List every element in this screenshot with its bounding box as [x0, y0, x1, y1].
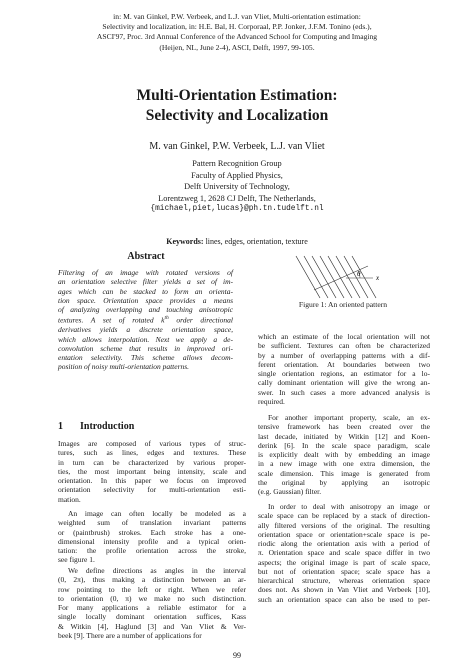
abstract-line: entation selectivity. This scheme allows decom-: [58, 353, 233, 363]
text-line: orientation space or orientation+scale space is pe-: [258, 529, 430, 539]
affiliation-line: Lorentzweg 1, 2628 CJ Delft, The Netherlands,: [158, 193, 316, 203]
text-line: ties, the most important being intensity, scale and: [58, 466, 246, 476]
text-line: but not of orientation space; scale space has a: [258, 566, 430, 576]
citation-line: in: M. van Ginkel, P.W. Verbeek, and L.J. van Vliet, Multi-orientation estimation:: [113, 12, 361, 21]
text-line: which an estimate of the local orientation will not: [258, 332, 430, 341]
abstract-line: of analyzing overlapping and touching anisotropic: [58, 305, 233, 315]
affiliation: [40, 158, 434, 216]
authors: M. van Ginkel, P.W. Verbeek, L.J. van Vliet: [149, 141, 325, 152]
text-line: riodic along the orientation axis with a period of: [258, 539, 430, 548]
citation-line: Selectivity and localization, in: H.E. Bal, H. Corporaal, P.P. Jonker, J.F.M. Tonino (eds.),: [102, 22, 372, 32]
email-address: {michael,piet,lucas}@ph.tn.tudelft.nl: [150, 205, 324, 214]
text-line: We define directions as angles in the interval: [68, 566, 246, 575]
intro-paragraph-2: [58, 509, 246, 565]
text-line: in a new image with one extra dimension, the: [258, 459, 430, 469]
citation-line: (Heijen, NL, June 2-4), ASCI, Delft, 1997, 99-105.: [159, 42, 315, 52]
text-line: tensive framework has been created over the: [258, 422, 430, 432]
text-line: π. Orientation space and scale space differ in two: [258, 548, 430, 558]
text-line: weighted sum of translation invariant patterns: [58, 518, 246, 528]
title-line: Multi-Orientation Estimation:: [136, 87, 338, 104]
text-line: the original by applying an isotropic: [258, 477, 430, 487]
figure-caption: Figure 1: An oriented pattern: [298, 300, 388, 309]
pattern-stripes: [296, 256, 376, 298]
intro-paragraph-3: [58, 566, 246, 640]
abstract-line: derivatives yields a discrete orientation space,: [58, 325, 233, 335]
text-line: such an orientation space can also be used to per-: [258, 594, 430, 604]
text-line: be sufficient. Textures can often be characterized: [258, 341, 430, 351]
section-heading: [58, 421, 134, 432]
text-line: derink [6]. In the scale space paradigm, scale: [258, 440, 430, 450]
paper-title: [40, 86, 434, 126]
affiliation-line: Faculty of Applied Physics,: [191, 170, 283, 180]
text-line: For another important property, scale, an ex-: [268, 413, 430, 422]
keywords: [40, 236, 434, 247]
intro-paragraph-1: [58, 439, 246, 504]
keywords-list: lines, edges, orientation, texture: [205, 237, 308, 246]
abstract-line: ages which can be stacked to form an orienta-: [58, 286, 233, 296]
section-title: Introduction: [80, 421, 135, 432]
abstract-line: which allows interpolation. Next we apply a de-: [58, 334, 233, 344]
title-line: Selectivity and Localization: [145, 107, 329, 124]
text-line: single locally dominant orientation suffices, Kass: [58, 612, 246, 622]
x-label: x: [376, 274, 380, 282]
text-line: last decade, initiated by Witkin [12] and Koen-: [258, 431, 430, 441]
theta-label: θ: [357, 270, 361, 278]
section-number: 1: [58, 421, 63, 432]
text-line: by a number of overlapping patterns with a dif-: [258, 350, 430, 360]
text-line: ally filtered versions of the original. The resulting: [258, 520, 430, 530]
text-line: Images are composed of various types of struc-: [58, 439, 246, 448]
right-paragraph-3: [258, 502, 430, 604]
affiliation-line: Delft University of Technology,: [184, 182, 290, 192]
page-number: 99: [233, 651, 241, 660]
text-line: swer. In such cases a more advanced analysis is: [258, 387, 430, 397]
text-line: ferent orientation. At boundaries between two: [258, 359, 430, 369]
text-line: scale dimension. This image is generated from: [258, 468, 430, 478]
text-line: does not. As shown in Van Vliet and Verbeek [10],: [258, 585, 430, 595]
abstract-line: tion space. Orientation space provides a means: [58, 295, 233, 305]
citation-header: [40, 12, 434, 53]
text-line: single orientation regions, an estimator for a lo-: [258, 369, 430, 378]
text-line: An image can often locally be modeled as a: [68, 509, 246, 518]
text-line: aspects; the original image is part of scale space,: [258, 557, 430, 567]
text-line: & Witkin [4], Haglund [3] and Van Vliet & Ver-: [58, 621, 246, 631]
text-line: cally dominant orientation will give the wrong an-: [258, 378, 430, 388]
text-line: to orientation (0, π) we make no such distinction.: [58, 593, 246, 603]
text-line: dimensional intensity profile and a typical orien-: [58, 536, 246, 546]
text-line: or (paintbrush) strokes. Each stroke has a one-: [58, 527, 246, 537]
abstract-line-tail: order directional: [168, 315, 233, 325]
text-line: required.: [258, 396, 285, 406]
abstract-body: [58, 268, 233, 372]
text-line: orientation selectivity for multi-orientation esti-: [58, 485, 246, 495]
abstract-line: position of noisy multi-orientation patterns.: [58, 362, 190, 372]
abstract-heading: Abstract: [127, 251, 165, 262]
citation-line: ASCI'97, Proc. 3rd Annual Conference of the Advanced School for Computing and Imaging: [96, 32, 378, 42]
text-line: beek [9]. There are a number of applications for: [58, 630, 202, 640]
text-line: in turn can be characterized by various proper-: [58, 457, 246, 467]
text-line: (0, 2π), thus making a distinction between an ar-: [58, 575, 246, 585]
text-line: see figure 1.: [58, 555, 95, 565]
text-line: row pointing to the left or right. When we refer: [58, 584, 246, 594]
text-line: In order to deal with anisotropy an image or: [268, 502, 430, 511]
abstract-line-head: textures. A set of rotated k: [58, 315, 165, 325]
abstract-line: Filtering of an image with rotated versions of: [58, 268, 233, 277]
abstract-line: an orientation selective filter yields a set of im-: [58, 277, 233, 287]
text-line: is explicitly dealt with by embedding an image: [258, 450, 430, 459]
text-line: hierarchical structure, whereas orientation space: [258, 576, 430, 585]
right-paragraph-1: [258, 332, 430, 406]
text-line: tation: the profile orientation across the stroke,: [58, 546, 246, 555]
abstract-line: convolution scheme that results in improved ori-: [58, 343, 233, 353]
affiliation-line: Pattern Recognition Group: [192, 159, 282, 168]
text-line: mation.: [58, 494, 81, 504]
text-line: For many applications a reliable estimator for a: [58, 603, 246, 612]
text-line: (e.g. Gaussian) filter.: [258, 487, 322, 496]
keywords-label: Keywords:: [166, 237, 204, 246]
oriented-pattern-figure: [258, 254, 428, 300]
right-paragraph-2: [258, 413, 430, 496]
text-line: orientation. In this paper we focus on improved: [58, 476, 246, 485]
text-line: scale space can be replaced by a stack of direction-: [258, 511, 430, 521]
abstract-line: [58, 314, 233, 325]
superscript: th: [164, 315, 169, 322]
text-line: tures, such as lines, edges and textures. These: [58, 448, 246, 458]
